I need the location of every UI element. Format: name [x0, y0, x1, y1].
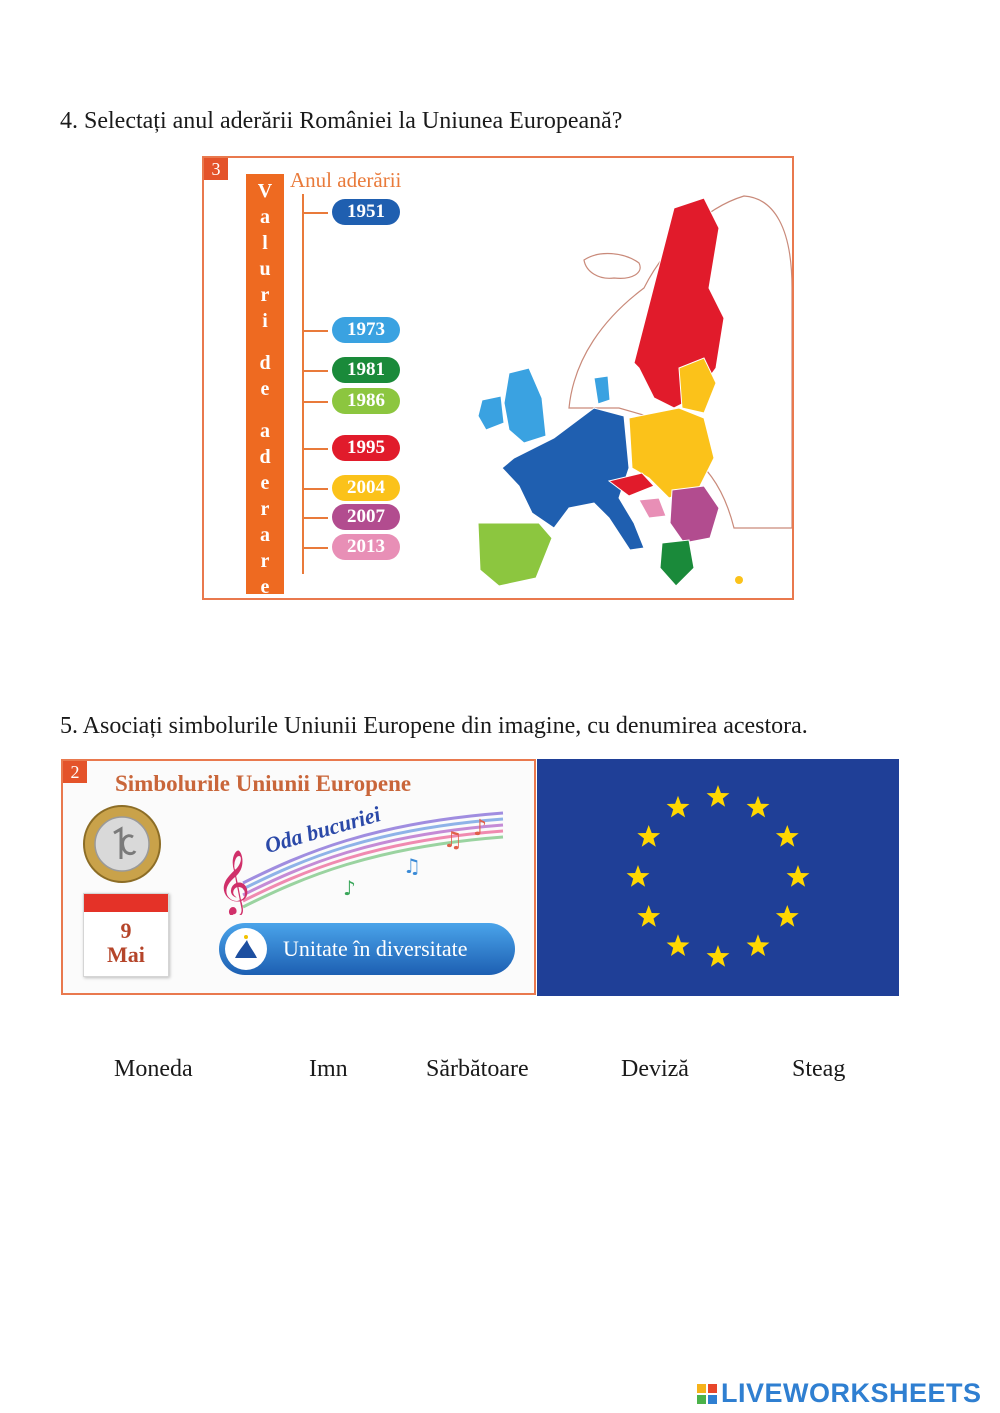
flag-star-icon: [667, 934, 690, 956]
vertical-letter: l: [262, 232, 268, 254]
answer-deviza[interactable]: Deviză: [621, 1056, 689, 1082]
eu-parliament-icon: [225, 928, 267, 970]
year-badge-1951[interactable]: 1951: [332, 199, 400, 225]
euro-coin-icon[interactable]: [81, 803, 163, 885]
vertical-letter: a: [260, 420, 270, 442]
flag-star-icon: [707, 785, 730, 807]
vertical-letter: u: [259, 258, 271, 280]
calendar-month: Mai: [107, 942, 145, 967]
motto-banner[interactable]: [219, 923, 515, 975]
flag-star-icon: [637, 905, 660, 927]
svg-text:♫: ♫: [403, 854, 421, 878]
year-badge-2013[interactable]: 2013: [332, 534, 400, 560]
vertical-letter: e: [260, 576, 270, 598]
accession-map-figure: [202, 156, 794, 600]
timeline-title: Anul aderării: [290, 168, 402, 192]
vertical-letter: V: [257, 180, 273, 202]
flag-star-icon: [776, 905, 799, 927]
vertical-letter: e: [260, 378, 270, 400]
flag-star-icon: [667, 796, 690, 818]
vertical-letter: r: [260, 550, 270, 572]
timeline-tick: [304, 488, 328, 490]
vertical-letter: r: [260, 498, 270, 520]
flag-star-icon: [747, 934, 770, 956]
flag-star-icon: [776, 825, 799, 847]
answer-sarbatoare[interactable]: Sărbătoare: [426, 1056, 529, 1082]
timeline-tick: [304, 401, 328, 403]
answer-imn[interactable]: Imn: [309, 1056, 348, 1082]
europe-map: [404, 168, 794, 598]
svg-text:♪: ♪: [473, 816, 488, 841]
map-region-1981: [660, 540, 694, 586]
flag-star-icon: [747, 796, 770, 818]
question-5: 5. Asociați simbolurile Uniunii Europene din imagine, cu denumirea acestora.: [60, 713, 808, 739]
svg-text:♫: ♫: [443, 828, 463, 853]
figure-number: 3: [204, 158, 228, 180]
year-badge-2004[interactable]: 2004: [332, 475, 400, 501]
liveworksheets-logo-icon: [697, 1384, 717, 1404]
eu-flag[interactable]: [537, 759, 899, 996]
accession-waves-label: [246, 174, 284, 598]
flag-star-ring: [627, 785, 810, 967]
vertical-letter: e: [260, 472, 270, 494]
flag-star-icon: [637, 825, 660, 847]
year-badge-1981[interactable]: 1981: [332, 357, 400, 383]
map-region-2007: [670, 486, 719, 543]
liveworksheets-logo[interactable]: [697, 1378, 982, 1409]
year-badge-2007[interactable]: 2007: [332, 504, 400, 530]
svg-text:♪: ♪: [343, 876, 356, 900]
map-cyprus: [735, 576, 743, 584]
timeline-tick: [304, 212, 328, 214]
svg-text:𝄞: 𝄞: [217, 850, 251, 915]
vertical-letter: d: [259, 446, 271, 468]
timeline-tick: [304, 330, 328, 332]
timeline-tick: [304, 547, 328, 549]
eu-symbols-figure: [61, 759, 536, 995]
map-region-1986: [478, 523, 552, 586]
liveworksheets-wordmark: LIVEWORKSHEETS: [721, 1378, 982, 1408]
map-region-1973-ireland: [478, 396, 504, 430]
vertical-letter: a: [260, 524, 270, 546]
vertical-letter: d: [259, 352, 271, 374]
figure-title: Simbolurile Uniunii Europene: [115, 771, 412, 796]
motto-text: Unitate în diversitate: [283, 936, 468, 961]
year-badge-1986[interactable]: 1986: [332, 388, 400, 414]
year-badge-1973[interactable]: 1973: [332, 317, 400, 343]
year-badge-1995[interactable]: 1995: [332, 435, 400, 461]
calendar-day: 9: [120, 918, 132, 943]
anthem-label: Oda bucuriei: [261, 801, 384, 859]
answer-moneda[interactable]: Moneda: [114, 1056, 193, 1082]
map-region-1973-uk: [504, 368, 546, 443]
timeline-tick: [304, 370, 328, 372]
flag-star-icon: [627, 865, 650, 887]
vertical-letter: r: [260, 284, 270, 306]
figure-number: 2: [63, 761, 87, 783]
map-region-2013: [639, 498, 666, 518]
question-4: 4. Selectați anul aderării României la Uniunea Europeană?: [60, 108, 623, 134]
answer-steag[interactable]: Steag: [792, 1056, 846, 1082]
timeline-tick: [304, 517, 328, 519]
timeline-tick: [304, 448, 328, 450]
calendar-icon[interactable]: [83, 893, 169, 977]
map-iceland: [584, 254, 640, 279]
flag-star-icon: [787, 865, 810, 887]
flag-star-icon: [707, 945, 730, 967]
calendar-header: [84, 894, 168, 912]
vertical-letter: a: [260, 206, 270, 228]
vertical-letter: i: [262, 310, 268, 332]
